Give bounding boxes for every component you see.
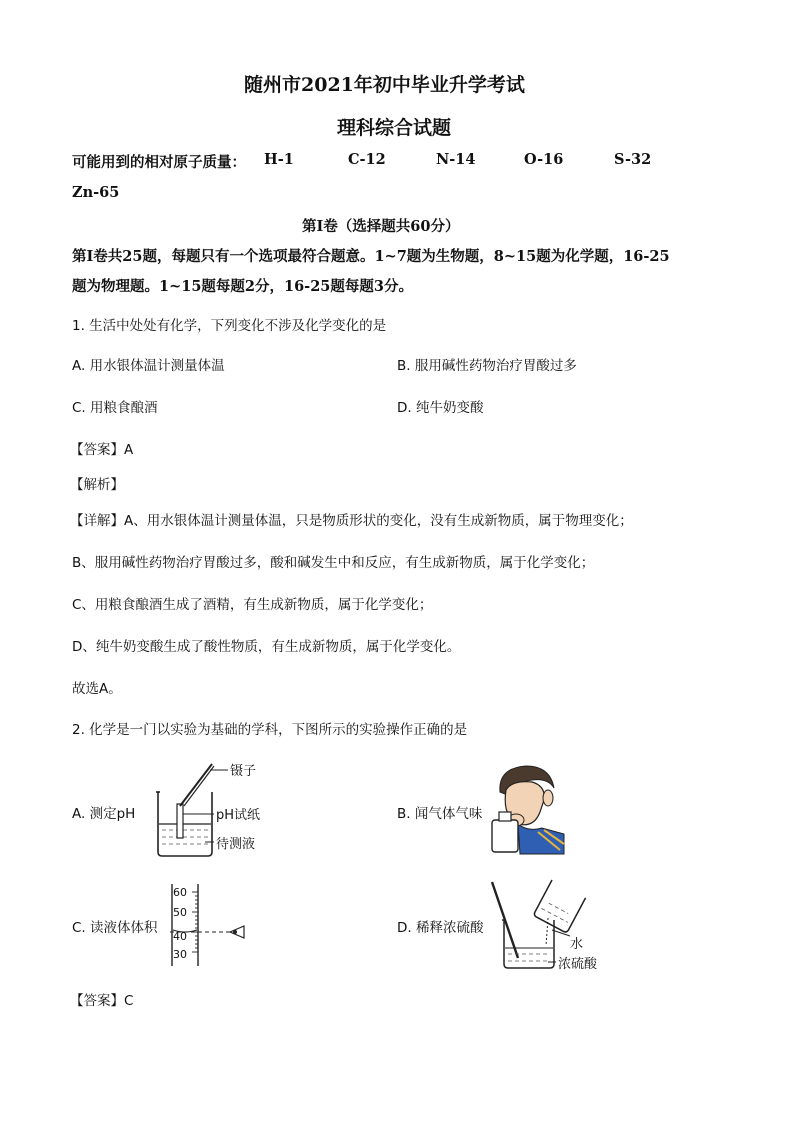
tick-50: 50	[173, 906, 187, 919]
atomic-masses-label: 可能用到的相对原子质量：	[72, 154, 246, 171]
q2-answer	[70, 989, 133, 1009]
answer-value: A	[124, 442, 134, 458]
gas-bottle	[492, 820, 518, 852]
q1-answer	[70, 438, 133, 458]
smell-gas-figure	[488, 762, 568, 854]
detail-tag: 【详解】	[70, 513, 124, 529]
answer-tag: 【答案】	[70, 993, 124, 1009]
page-subtitle: 理科综合试题	[337, 117, 452, 139]
q2-stem: 2. 化学是一门以实验为基础的学科，下图所示的实验操作正确的是	[72, 722, 468, 738]
label-ph-paper: pH试纸	[216, 808, 261, 823]
graduated-cylinder-figure	[164, 884, 264, 968]
atomic-mass-c: C-12	[348, 151, 386, 168]
section-instructions-1: 第Ⅰ卷共25题，每题只有一个选项最符合题意。1~7题为生物题，8~15题为化学题，16-25	[72, 248, 670, 265]
section-instructions-2: 题为物理题。1~15题每题2分，16-25题每题3分。	[72, 278, 413, 295]
q2-option-b: B. 闻气体气味	[397, 806, 483, 822]
pouring-beaker	[533, 880, 585, 933]
q1-stem: 1. 生活中处处有化学，下列变化不涉及化学变化的是	[72, 318, 387, 334]
page-title: 随州市2021年初中毕业升学考试	[244, 74, 525, 96]
q2-option-d: D. 稀释浓硫酸	[397, 920, 484, 936]
tick-30: 30	[173, 948, 187, 961]
dilute-acid-figure	[490, 876, 620, 972]
q1-detail-a	[70, 509, 633, 529]
atomic-mass-h: H-1	[264, 151, 294, 168]
q1-option-d: D. 纯牛奶变酸	[397, 400, 484, 416]
q1-option-a: A. 用水银体温计测量体温	[72, 358, 225, 374]
label-test-liquid: 待测液	[216, 837, 256, 852]
atomic-mass-zn: Zn-65	[72, 184, 120, 201]
q1-detail-c: C、用粮食酿酒生成了酒精，有生成新物质，属于化学变化；	[72, 597, 433, 613]
label-tweezers: 镊子	[230, 764, 257, 779]
q2-option-c: C. 读液体体积	[72, 920, 158, 936]
tweezers	[180, 764, 212, 806]
atomic-mass-o: O-16	[524, 151, 564, 168]
ph-test-figure	[150, 762, 290, 862]
q1-conclusion: 故选A。	[72, 681, 122, 697]
section-heading: 第Ⅰ卷（选择题共60分）	[302, 218, 460, 235]
q1-detail-d: D、纯牛奶变酸生成了酸性物质，有生成新物质，属于化学变化。	[72, 639, 461, 655]
q1-option-b: B. 服用碱性药物治疗胃酸过多	[397, 358, 577, 374]
tick-60: 60	[173, 886, 187, 899]
label-conc-acid: 浓硫酸	[558, 957, 598, 972]
ph-paper	[177, 804, 183, 838]
cylinder-ticks	[192, 892, 198, 952]
label-water: 水	[570, 937, 584, 952]
atomic-mass-n: N-14	[436, 151, 476, 168]
answer-tag: 【答案】	[70, 442, 124, 458]
q1-analysis-tag: 【解析】	[70, 477, 124, 493]
q1-option-c: C. 用粮食酿酒	[72, 400, 158, 416]
detail-a-text: A、用水银体温计测量体温，只是物质形状的变化，没有生成新物质，属于物理变化；	[124, 513, 633, 529]
q1-detail-b: B、服用碱性药物治疗胃酸过多，酸和碱发生中和反应，有生成新物质，属于化学变化；	[72, 555, 595, 571]
atomic-mass-s: S-32	[614, 151, 652, 168]
q2-option-a: A. 测定pH	[72, 806, 136, 822]
tick-40: 40	[173, 930, 187, 943]
answer-value: C	[124, 993, 134, 1009]
